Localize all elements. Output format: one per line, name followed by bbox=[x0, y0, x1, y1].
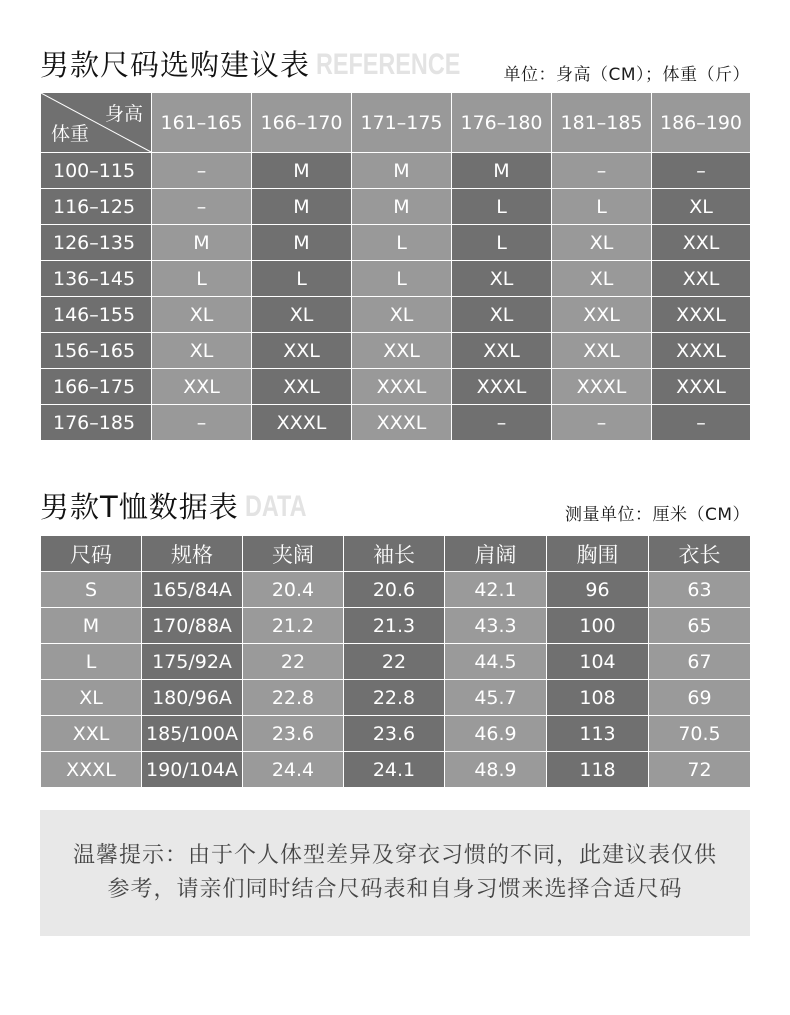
corner-height-label: 身高 bbox=[104, 103, 143, 125]
weight-range-cell: 126–135 bbox=[41, 225, 152, 261]
measurement-cell: 42.1 bbox=[445, 572, 547, 608]
size-recommendation-table bbox=[40, 92, 751, 441]
measurement-cell: 108 bbox=[547, 680, 649, 716]
measurement-cell: 24.1 bbox=[344, 752, 445, 788]
corner-weight-label: 体重 bbox=[51, 123, 90, 145]
weight-range-cell: 136–145 bbox=[41, 261, 152, 297]
recommended-size-cell: – bbox=[152, 189, 252, 225]
measurement-cell: 22.8 bbox=[243, 680, 344, 716]
tip-notice bbox=[40, 810, 750, 936]
data-table-header-row bbox=[41, 536, 751, 572]
height-range-header: 186–190 bbox=[652, 93, 751, 153]
size-label-cell: L bbox=[41, 644, 142, 680]
recommended-size-cell: XL bbox=[652, 189, 751, 225]
recommended-size-cell: – bbox=[452, 405, 552, 441]
measurement-cell: 165/84A bbox=[142, 572, 243, 608]
recommended-size-cell: XL bbox=[452, 261, 552, 297]
recommended-size-cell: XXXL bbox=[552, 369, 652, 405]
recommended-size-cell: XXXL bbox=[252, 405, 352, 441]
recommended-size-cell: XXL bbox=[652, 261, 751, 297]
measurement-cell: 65 bbox=[649, 608, 751, 644]
measurement-cell: 63 bbox=[649, 572, 751, 608]
recommended-size-cell: – bbox=[152, 405, 252, 441]
data-column-header: 夹阔 bbox=[243, 536, 344, 572]
height-range-header: 161–165 bbox=[152, 93, 252, 153]
size-table-row bbox=[41, 333, 751, 369]
recommended-size-cell: L bbox=[552, 189, 652, 225]
recommended-size-cell: M bbox=[252, 225, 352, 261]
measurement-cell: 175/92A bbox=[142, 644, 243, 680]
data-chart-title-en: DATA bbox=[244, 490, 307, 523]
data-column-header: 规格 bbox=[142, 536, 243, 572]
measurement-cell: 180/96A bbox=[142, 680, 243, 716]
size-table-row bbox=[41, 369, 751, 405]
size-label-cell: XL bbox=[41, 680, 142, 716]
recommended-size-cell: XXL bbox=[252, 369, 352, 405]
data-table-row bbox=[41, 572, 751, 608]
size-table-corner bbox=[41, 93, 152, 153]
tip-text bbox=[73, 839, 717, 907]
recommended-size-cell: M bbox=[352, 189, 452, 225]
measurement-cell: 45.7 bbox=[445, 680, 547, 716]
recommended-size-cell: XL bbox=[452, 297, 552, 333]
tip-line-2: 参考，请亲们同时结合尺码表和自身习惯来选择合适尺码 bbox=[107, 877, 683, 902]
size-label-cell: XXL bbox=[41, 716, 142, 752]
recommended-size-cell: XXL bbox=[352, 333, 452, 369]
measurement-cell: 113 bbox=[547, 716, 649, 752]
data-column-header: 胸围 bbox=[547, 536, 649, 572]
recommended-size-cell: – bbox=[652, 153, 751, 189]
size-label-cell: XXXL bbox=[41, 752, 142, 788]
recommended-size-cell: XXL bbox=[152, 369, 252, 405]
height-range-header: 166–170 bbox=[252, 93, 352, 153]
measurement-cell: 190/104A bbox=[142, 752, 243, 788]
size-chart-heading bbox=[40, 50, 501, 80]
recommended-size-cell: M bbox=[252, 189, 352, 225]
recommended-size-cell: L bbox=[452, 225, 552, 261]
height-range-header: 176–180 bbox=[452, 93, 552, 153]
recommended-size-cell: XXXL bbox=[352, 405, 452, 441]
measurement-cell: 118 bbox=[547, 752, 649, 788]
weight-range-cell: 146–155 bbox=[41, 297, 152, 333]
size-label-cell: M bbox=[41, 608, 142, 644]
size-table-row bbox=[41, 297, 751, 333]
recommended-size-cell: – bbox=[652, 405, 751, 441]
weight-range-cell: 100–115 bbox=[41, 153, 152, 189]
weight-range-cell: 176–185 bbox=[41, 405, 152, 441]
weight-range-cell: 156–165 bbox=[41, 333, 152, 369]
recommended-size-cell: XL bbox=[552, 225, 652, 261]
size-table-header-row bbox=[41, 93, 751, 153]
recommended-size-cell: – bbox=[152, 153, 252, 189]
recommended-size-cell: L bbox=[452, 189, 552, 225]
measurement-cell: 48.9 bbox=[445, 752, 547, 788]
recommended-size-cell: XXL bbox=[652, 225, 751, 261]
measurement-cell: 21.2 bbox=[243, 608, 344, 644]
measurement-cell: 20.4 bbox=[243, 572, 344, 608]
weight-range-cell: 166–175 bbox=[41, 369, 152, 405]
data-chart-title: 男款T恤数据表 bbox=[40, 490, 239, 524]
measurement-cell: 21.3 bbox=[344, 608, 445, 644]
size-chart-title-en: REFERENCE bbox=[316, 48, 461, 81]
measurement-cell: 43.3 bbox=[445, 608, 547, 644]
measurement-cell: 22 bbox=[344, 644, 445, 680]
recommended-size-cell: XXL bbox=[252, 333, 352, 369]
measurement-cell: 23.6 bbox=[243, 716, 344, 752]
data-column-header: 肩阔 bbox=[445, 536, 547, 572]
data-chart-heading bbox=[40, 492, 324, 522]
recommended-size-cell: – bbox=[552, 153, 652, 189]
measurement-cell: 24.4 bbox=[243, 752, 344, 788]
measurement-cell: 69 bbox=[649, 680, 751, 716]
data-table-row bbox=[41, 608, 751, 644]
measurement-cell: 185/100A bbox=[142, 716, 243, 752]
measurement-cell: 46.9 bbox=[445, 716, 547, 752]
tip-line-1: 温馨提示：由于个人体型差异及穿衣习惯的不同，此建议表仅供 bbox=[72, 843, 717, 868]
recommended-size-cell: XXXL bbox=[452, 369, 552, 405]
size-table-row bbox=[41, 189, 751, 225]
recommended-size-cell: XL bbox=[152, 333, 252, 369]
size-table-row bbox=[41, 225, 751, 261]
recommended-size-cell: XL bbox=[552, 261, 652, 297]
tshirt-data-table bbox=[40, 535, 751, 788]
recommended-size-cell: XXXL bbox=[652, 297, 751, 333]
recommended-size-cell: M bbox=[152, 225, 252, 261]
measurement-cell: 100 bbox=[547, 608, 649, 644]
height-range-header: 181–185 bbox=[552, 93, 652, 153]
recommended-size-cell: M bbox=[252, 153, 352, 189]
recommended-size-cell: L bbox=[252, 261, 352, 297]
size-table-row bbox=[41, 405, 751, 441]
recommended-size-cell: XXL bbox=[552, 333, 652, 369]
recommended-size-cell: XXXL bbox=[652, 333, 751, 369]
recommended-size-cell: M bbox=[452, 153, 552, 189]
measurement-cell: 22.8 bbox=[344, 680, 445, 716]
measurement-cell: 67 bbox=[649, 644, 751, 680]
recommended-size-cell: XXXL bbox=[652, 369, 751, 405]
recommended-size-cell: XL bbox=[252, 297, 352, 333]
measurement-cell: 104 bbox=[547, 644, 649, 680]
weight-range-cell: 116–125 bbox=[41, 189, 152, 225]
recommended-size-cell: XL bbox=[152, 297, 252, 333]
size-chart-title: 男款尺码选购建议表 bbox=[40, 48, 311, 82]
measurement-cell: 23.6 bbox=[344, 716, 445, 752]
recommended-size-cell: – bbox=[552, 405, 652, 441]
measurement-cell: 96 bbox=[547, 572, 649, 608]
data-table-row bbox=[41, 644, 751, 680]
measurement-cell: 44.5 bbox=[445, 644, 547, 680]
measurement-cell: 70.5 bbox=[649, 716, 751, 752]
recommended-size-cell: L bbox=[352, 225, 452, 261]
recommended-size-cell: XXXL bbox=[352, 369, 452, 405]
recommended-size-cell: XXL bbox=[452, 333, 552, 369]
measurement-cell: 22 bbox=[243, 644, 344, 680]
data-chart-unit: 测量单位：厘米（CM） bbox=[564, 505, 750, 525]
size-chart-unit: 单位：身高（CM）；体重（斤） bbox=[503, 65, 750, 85]
recommended-size-cell: M bbox=[352, 153, 452, 189]
measurement-cell: 72 bbox=[649, 752, 751, 788]
size-table-row bbox=[41, 153, 751, 189]
data-column-header: 袖长 bbox=[344, 536, 445, 572]
measurement-cell: 20.6 bbox=[344, 572, 445, 608]
measurement-cell: 170/88A bbox=[142, 608, 243, 644]
recommended-size-cell: XL bbox=[352, 297, 452, 333]
data-table-row bbox=[41, 716, 751, 752]
recommended-size-cell: L bbox=[152, 261, 252, 297]
data-column-header: 衣长 bbox=[649, 536, 751, 572]
size-label-cell: S bbox=[41, 572, 142, 608]
size-table-row bbox=[41, 261, 751, 297]
data-table-row bbox=[41, 680, 751, 716]
recommended-size-cell: XXL bbox=[552, 297, 652, 333]
recommended-size-cell: L bbox=[352, 261, 452, 297]
height-range-header: 171–175 bbox=[352, 93, 452, 153]
data-table-row bbox=[41, 752, 751, 788]
data-column-header: 尺码 bbox=[41, 536, 142, 572]
